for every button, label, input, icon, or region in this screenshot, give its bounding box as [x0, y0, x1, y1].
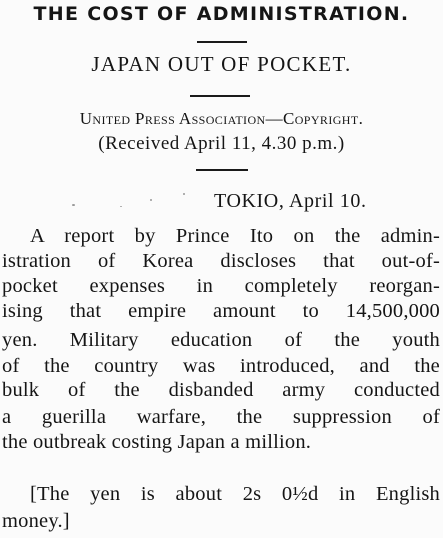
dateline: TOKIO, April 10.: [214, 190, 367, 212]
print-speck: [72, 204, 75, 206]
subheadline-rule: [190, 95, 250, 97]
received-time: (Received April 11, 4.30 p.m.): [98, 133, 345, 154]
body-line: istration of Korea discloses that out-of-: [2, 250, 440, 272]
headline-rule: [197, 41, 247, 43]
print-speck: [183, 193, 185, 195]
body-line: yen. Military education of the youth: [2, 329, 440, 351]
body-line: A report by Prince Ito on the admin-: [30, 225, 440, 247]
credit-rule: [196, 169, 248, 171]
headline: THE COST OF ADMINISTRATION.: [33, 3, 410, 25]
body-line: of the country was introduced, and the: [2, 355, 440, 377]
note-line: [The yen is about 2s 0½d in English: [30, 483, 440, 505]
body-line: pocket expenses in completely reorgan-: [2, 275, 440, 297]
subheadline: JAPAN OUT OF POCKET.: [91, 52, 352, 76]
print-speck: [150, 199, 152, 201]
body-line: ising that empire amount to 14,500,000: [2, 300, 440, 322]
body-line: the outbreak costing Japan a million.: [2, 431, 312, 453]
print-speck: [120, 206, 122, 207]
note-line: money.]: [2, 510, 70, 532]
press-credit: United Press Association—Copyright.: [79, 109, 364, 128]
body-line: a guerilla warfare, the suppression of: [2, 406, 440, 428]
body-line: bulk of the disbanded army conducted: [2, 379, 440, 401]
